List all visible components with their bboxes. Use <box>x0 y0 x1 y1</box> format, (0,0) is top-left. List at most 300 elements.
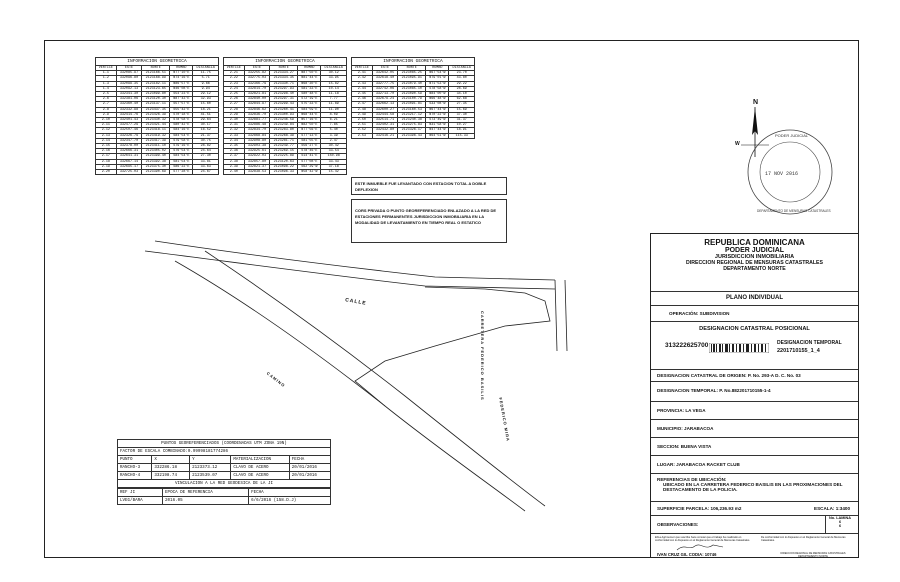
observaciones-label: OBSERVACIONES: <box>657 522 699 527</box>
table-cell: 2-47 <box>352 102 373 107</box>
table-cell: 2123297.93 <box>270 86 298 91</box>
table-cell: 10.27 <box>449 123 475 128</box>
table-cell: 2123300.93 <box>270 112 298 117</box>
table-cell: 2-5 <box>96 92 117 97</box>
table-cell: 2-33 <box>224 133 245 138</box>
column-header: NORTE <box>270 66 298 71</box>
table-cell: 31.37 <box>449 118 475 123</box>
column-header: EPOCA DE REFERENCIA <box>163 489 249 497</box>
stamp-date: 17 NOV 2016 <box>765 171 799 177</box>
table-cell: 332777.75 <box>372 81 398 86</box>
column-header: NORTE <box>142 66 170 71</box>
table-cell: 2123419.32 <box>142 133 170 138</box>
table-cell: 2-34 <box>224 138 245 143</box>
table-cell: 332857.80 <box>244 159 270 164</box>
table-cell: 1-4 <box>96 86 117 91</box>
table-cell: N71°53'W <box>426 81 449 86</box>
carretera-label: CARRETERA FEDERICO BASILIS <box>480 311 485 401</box>
table-cell: N68°44'E <box>298 112 321 117</box>
table-cell: 24.64 <box>193 149 219 154</box>
title-block <box>650 233 859 558</box>
points-header-row <box>118 456 331 464</box>
column-header: DISTANCIA <box>193 66 219 71</box>
barcode-icon <box>709 343 769 353</box>
table-cell: 33.63 <box>193 164 219 169</box>
table-cell: 2123246.59 <box>270 118 298 123</box>
column-header: VERTICE <box>224 66 245 71</box>
table-cell: 332666.31 <box>116 149 142 154</box>
table-cell: 2123160.53 <box>398 107 426 112</box>
geometric-table <box>351 65 475 139</box>
table-cell: 20/01/2016 <box>289 464 330 472</box>
table-cell: 332838.53 <box>244 170 270 175</box>
table-cell: N86°57'E <box>170 81 193 86</box>
table-cell: 2123418.11 <box>142 128 170 133</box>
cors-note-text: CORS PRIVADA O PUNTO GEOREFERENCIADO ENLAZADO A LA RED DE ESTACIONES PERMANENTES JURISDICCION INMOBILIARIA EN LA MODALIDAD DE LEVANTAMIENTO EN TIEMPO REAL O ESTATICO <box>355 208 497 225</box>
table-cell: N57°16'E <box>298 118 321 123</box>
table-cell: 2123268.39 <box>270 133 298 138</box>
table-cell: N67°44'W <box>426 107 449 112</box>
table-cell: 2-26 <box>224 97 245 102</box>
table-cell: 332096.80 <box>116 76 142 81</box>
table-cell: 2123275.83 <box>398 123 426 128</box>
table-cell: 332725.03 <box>116 170 142 175</box>
table-cell: 2123539.07 <box>190 472 231 480</box>
table-cell: 2123269.15 <box>270 149 298 154</box>
table-cell: 32.93 <box>193 97 219 102</box>
table-cell: 332834.70 <box>244 128 270 133</box>
table-cell: N84°00'W <box>426 92 449 97</box>
table-cell: N67°54'W <box>426 71 449 76</box>
table-cell: 332255.82 <box>244 71 270 76</box>
table-cell: 2-10 <box>96 118 117 123</box>
column-header: RUMBO <box>426 66 449 71</box>
table-cell: S55°42'E <box>170 107 193 112</box>
table-cell: 15.82 <box>321 81 347 86</box>
column-header: X <box>152 456 190 464</box>
table-cell: 2123240.38 <box>398 118 426 123</box>
table-cell: 2123098.22 <box>270 164 298 169</box>
agrimensor-name: IVAN CRUZ GIL CODIA: 10746 <box>657 552 717 557</box>
sig-right-text: De conformidad con lo dispuesto en el Reglamento General de Mensuras Catastrales. <box>761 536 846 542</box>
table-cell: 2123396.43 <box>398 133 426 138</box>
table-cell: 2123123.65 <box>142 86 170 91</box>
table-cell: N82°50'E <box>298 123 321 128</box>
designacion-row <box>651 322 858 370</box>
table-cell: 2123249.84 <box>270 123 298 128</box>
table-cell: 2123417.39 <box>142 138 170 143</box>
table-cell: 2123392.38 <box>142 159 170 164</box>
table-cell: 332326.79 <box>116 133 142 138</box>
table-cell: 332836.70 <box>244 112 270 117</box>
table-cell: 2123375.30 <box>142 164 170 169</box>
link-header-row <box>118 489 331 497</box>
table-cell: 2-19 <box>96 164 117 169</box>
table-cell: 29.22 <box>449 81 475 86</box>
table-cell: 2123334.35 <box>270 76 298 81</box>
plan-sheet <box>44 40 859 558</box>
table-cell: 150.98 <box>321 154 347 159</box>
geometric-table-title: INFORMACION GEOMETRICA <box>95 57 219 65</box>
table-cell: 332381.06 <box>116 97 142 102</box>
table-cell: 2123334.27 <box>270 71 298 76</box>
table-cell: 2123079.40 <box>398 81 426 86</box>
table-cell: 332444.58 <box>372 112 398 117</box>
table-cell: N70°22'W <box>426 112 449 117</box>
table-cell: 2-41 <box>352 71 373 76</box>
column-header: FECHA <box>289 456 330 464</box>
table-cell: 18.91 <box>449 128 475 133</box>
table-cell: 34.10 <box>449 92 475 97</box>
table-cell: 2123249.77 <box>270 144 298 149</box>
table-cell: 2-14 <box>96 138 117 143</box>
table-cell: 332713.70 <box>372 92 398 97</box>
table-cell: 2-38 <box>224 159 245 164</box>
table-cell: 2123099.80 <box>142 92 170 97</box>
table-cell: 2123085.10 <box>398 86 426 91</box>
table-cell: 115.33 <box>449 133 475 138</box>
table-row <box>118 472 331 480</box>
table-cell: 2123095.91 <box>398 76 426 81</box>
temporal-row: DESIGNACION TEMPORAL: P. No.882201710155-1-4 <box>651 382 858 402</box>
table-cell: N81°44'E <box>298 76 321 81</box>
table-cell: N47°44'W <box>426 128 449 133</box>
table-cell: N46°08'E <box>170 86 193 91</box>
table-cell: 332881.77 <box>244 118 270 123</box>
plano-title: PLANO INDIVIDUAL <box>651 292 858 306</box>
table-cell: 2-40 <box>224 170 245 175</box>
table-cell: RANCHO-4 <box>118 472 152 480</box>
table-cell: 33.54 <box>321 149 347 154</box>
survey-note <box>351 177 507 195</box>
table-cell: 332507.46 <box>116 128 142 133</box>
table-cell: 27.35 <box>449 102 475 107</box>
table-cell: 332886.48 <box>244 123 270 128</box>
table-cell: 332085.97 <box>116 71 142 76</box>
calle-label: CALLE <box>344 297 368 307</box>
superficie-row <box>651 502 858 516</box>
table-cell: 2123411.10 <box>142 144 170 149</box>
table-cell: 29.64 <box>193 118 219 123</box>
table-cell: 11.18 <box>321 92 347 97</box>
stamp-top-text: PODER JUDICIAL <box>775 133 809 138</box>
table-cell: S62°29'W <box>298 164 321 169</box>
table-cell: S84°16'E <box>170 128 193 133</box>
column-header: FECHA <box>249 489 331 497</box>
table-cell: 2123100.79 <box>398 97 426 102</box>
table-cell: 332844.97 <box>244 102 270 107</box>
table-cell: 30.12 <box>321 71 347 76</box>
table-cell: S70°18'E <box>170 112 193 117</box>
table-cell: 62.68 <box>449 97 475 102</box>
table-cell: S54°23'E <box>170 92 193 97</box>
table-cell: S75°33'E <box>298 102 321 107</box>
table-cell: 1-2 <box>96 76 117 81</box>
table-cell: 2016.05 <box>163 497 249 505</box>
table-cell: 2-24 <box>224 86 245 91</box>
table-cell: 2-25 <box>224 92 245 97</box>
georeferenced-points <box>117 439 331 505</box>
table-cell: S78°46'E <box>298 149 321 154</box>
table-cell: 9.94 <box>193 86 219 91</box>
designacion-temporal-label: DESIGNACION TEMPORAL <box>777 340 842 346</box>
table-cell: S73°49'W <box>426 118 449 123</box>
table-cell: 2-12 <box>96 128 117 133</box>
table-cell: 37.18 <box>321 164 347 169</box>
table-cell: N87°43'E <box>170 97 193 102</box>
table-cell: 2123225.89 <box>270 154 298 159</box>
column-header: Y <box>190 456 231 464</box>
table-cell: 332821.37 <box>244 164 270 169</box>
table-cell: 2.47 <box>321 138 347 143</box>
table-cell: 2123166.51 <box>142 71 170 76</box>
table-cell: 332099.35 <box>116 81 142 86</box>
table-cell: 2123299.43 <box>270 102 298 107</box>
table-cell: 30.75 <box>193 138 219 143</box>
table-cell: 24.67 <box>193 170 219 175</box>
table-cell: 332600.27 <box>372 107 398 112</box>
municipio-row: MUNICIPIO: JARABACOA <box>651 420 858 438</box>
table-cell: 2123405.02 <box>142 149 170 154</box>
column-header: VERTICE <box>96 66 117 71</box>
table-cell: 332908.80 <box>244 138 270 143</box>
table-cell: 43.80 <box>449 76 475 81</box>
table-cell: 2-51 <box>352 123 373 128</box>
column-header: NORTE <box>398 66 426 71</box>
table-cell: 332814.70 <box>244 86 270 91</box>
table-cell: 2123283.80 <box>270 128 298 133</box>
table-cell: 332416.21 <box>372 133 398 138</box>
table-cell: 332642.05 <box>372 71 398 76</box>
table-cell: 18.21 <box>193 107 219 112</box>
table-cell: CLAVO DE ACERO <box>231 472 289 480</box>
table-cell: 2-39 <box>224 164 245 169</box>
escala-text: ESCALA: 1:3400 <box>814 506 850 511</box>
table-cell: 2123096.33 <box>270 170 298 175</box>
title-header <box>651 234 858 292</box>
table-cell: S78°58'W <box>426 86 449 91</box>
jurisdiccion-title: JURISDICCION INMOBILIARIA <box>714 254 795 260</box>
table-cell: 332477.29 <box>116 123 142 128</box>
column-header: DISTANCIA <box>321 66 347 71</box>
table-cell: 2123120.63 <box>270 159 298 164</box>
table-cell: 2-43 <box>352 81 373 86</box>
table-cell: 332846.62 <box>244 107 270 112</box>
table-cell: N77°10'E <box>170 71 193 76</box>
table-cell: 2-52 <box>352 128 373 133</box>
table-cell: 28.82 <box>193 144 219 149</box>
table-cell: 1-1 <box>96 71 117 76</box>
table-cell: 2123281.71 <box>270 138 298 143</box>
table-cell: S81°54'E <box>170 159 193 164</box>
table-cell: 2123137.11 <box>142 102 170 107</box>
table-cell: LVEG/BARA <box>118 497 163 505</box>
geometric-table-title: INFORMACION GEOMETRICA <box>223 57 347 65</box>
observaciones-row <box>651 516 858 534</box>
table-cell: 332679.24 <box>372 97 398 102</box>
table-cell: 2-35 <box>224 144 245 149</box>
geometric-table <box>95 65 219 175</box>
director-text: DIRECCION REGIONAL DE MENSURAS CATASTRALES DEPARTAMENTO NORTE <box>780 552 846 558</box>
table-cell: S76°54'E <box>170 149 193 154</box>
table-cell: S80°48'E <box>298 92 321 97</box>
table-cell: 28.69 <box>449 86 475 91</box>
table-cell: 2-16 <box>96 149 117 154</box>
signatures-row <box>651 534 858 559</box>
table-cell: 332366.79 <box>244 81 270 86</box>
north-label: N <box>753 99 759 106</box>
table-cell: N77°56'E <box>298 128 321 133</box>
table-cell: S81°33'E <box>298 86 321 91</box>
table-cell: S77°13'E <box>298 133 321 138</box>
referencias-row <box>651 474 858 502</box>
column-header: RUMBO <box>170 66 193 71</box>
table-cell: 332092.13 <box>116 86 142 91</box>
table-cell: 2123091.81 <box>398 102 426 107</box>
table-cell: 2-37 <box>224 154 245 159</box>
table-cell: 33.95 <box>321 76 347 81</box>
table-cell: 332347.70 <box>116 138 142 143</box>
table-cell: 2-28 <box>224 107 245 112</box>
table-cell: 2-44 <box>352 86 373 91</box>
table-cell: 2-17 <box>96 154 117 159</box>
table-cell: 2-49 <box>352 112 373 117</box>
origen-row: DESIGNACION CATASTRAL DE ORIGEN: P. No. 293-A D. C. No. 03 <box>651 370 858 382</box>
table-cell: 2123298.40 <box>270 92 298 97</box>
table-cell: S72°19'E <box>298 97 321 102</box>
table-cell: S81°55'E <box>298 138 321 143</box>
table-cell: 2-20 <box>96 170 117 175</box>
lamina-label: No. LAMINA <box>829 516 851 520</box>
table-cell: S56°27'E <box>298 144 321 149</box>
table-cell: 332840.00 <box>244 97 270 102</box>
table-cell: 332332.98 <box>116 107 142 112</box>
west-label: W <box>735 141 740 147</box>
table-cell: S84°54'E <box>170 133 193 138</box>
table-cell: 332922.03 <box>244 154 270 159</box>
table-cell: S79°58'E <box>170 138 193 143</box>
seccion-row: SECCION: BUENA VISTA <box>651 438 858 456</box>
survey-note-text: ESTE INMUEBLE FUE LEVANTADO CON ESTACION TOTAL A DOBLE DEFLEXION <box>355 181 487 192</box>
codigo-catastral: 313222625700 <box>665 342 709 349</box>
table-cell: 2-48 <box>352 107 373 112</box>
table-cell: 2-53 <box>352 133 373 138</box>
table-cell: 2-23 <box>224 81 245 86</box>
table-cell: 7.77 <box>321 97 347 102</box>
table-cell: N31°58'W <box>426 123 449 128</box>
table-cell: 332414.76 <box>116 112 142 117</box>
table-cell: 5.40 <box>321 128 347 133</box>
table-cell: 2-42 <box>352 76 373 81</box>
column-header: MATERIALIZACION <box>231 456 289 464</box>
table-cell: N87°50'E <box>298 71 321 76</box>
table-cell: 11.75 <box>193 71 219 76</box>
lamina-bottom: 6 <box>838 524 842 528</box>
table-cell: 2123399.40 <box>142 154 170 159</box>
table-cell: S84°59'E <box>298 107 321 112</box>
table-cell: 2123421.44 <box>142 123 170 128</box>
table-cell: N64°51'W <box>426 133 449 138</box>
table-cell: 2123437.35 <box>142 107 170 112</box>
table-cell: S77°28'E <box>170 170 193 175</box>
geometric-table <box>223 65 347 175</box>
table-cell: S84°54'E <box>170 154 193 159</box>
table-cell: 332341.30 <box>116 92 142 97</box>
table-cell: 2-7 <box>96 102 117 107</box>
table-cell: 2-13 <box>96 133 117 138</box>
table-cell: 37.30 <box>449 112 475 117</box>
table-cell: 2123326.17 <box>398 128 426 133</box>
table-cell: 7.85 <box>321 123 347 128</box>
table-cell: 332925.61 <box>244 149 270 154</box>
operacion-row: OPERACIÓN: SUBDIVISION <box>651 306 858 322</box>
table-cell: 2-22 <box>224 76 245 81</box>
table-cell: 2-50 <box>352 118 373 123</box>
table-cell: 33.43 <box>321 159 347 164</box>
table-cell: 332514.71 <box>372 118 398 123</box>
table-cell: 2-29 <box>224 112 245 117</box>
table-cell: 2123085.25 <box>398 71 426 76</box>
table-cell: 2123120.30 <box>142 97 170 102</box>
table-cell: 41.51 <box>193 112 219 117</box>
lamina-box <box>825 516 854 534</box>
table-cell: S86°22'E <box>170 164 193 169</box>
geometric-table-title: INFORMACION GEOMETRICA <box>351 57 475 65</box>
table-cell: S79°16'E <box>170 144 193 149</box>
geometric-table-1 <box>95 57 219 175</box>
table-cell: 332360.40 <box>116 102 142 107</box>
table-cell: 332198.74 <box>152 472 190 480</box>
table-cell: N66°48'W <box>426 97 449 102</box>
table-cell: 33.81 <box>193 159 219 164</box>
table-cell: 332662.13 <box>372 102 398 107</box>
table-cell: 2-9 <box>96 112 117 117</box>
table-cell: 1-3 <box>96 81 117 86</box>
departamento-title: DEPARTAMENTO NORTE <box>723 266 786 272</box>
table-cell: 2-18 <box>96 159 117 164</box>
table-cell: N79°01'W <box>426 76 449 81</box>
table-cell: S14°41'E <box>298 154 321 159</box>
referencias-text: UBICADO EN LA CARRETERA FEDERICO BASILIS EN LAS PROXIMACIONES DEL DESTACAMENTO DE LA POLICIA. <box>663 482 843 492</box>
table-row <box>118 464 331 472</box>
table-cell: 15.69 <box>449 107 475 112</box>
table-cell: 2123430.32 <box>142 118 170 123</box>
table-cell: S78°58'E <box>170 118 193 123</box>
table-cell: N74°16'E <box>170 76 193 81</box>
table-cell: 2123090.59 <box>398 92 426 97</box>
table-cell: 2-8 <box>96 107 117 112</box>
table-cell: 2-46 <box>352 97 373 102</box>
table-cell: 2123426.39 <box>142 112 170 117</box>
table-cell: 332667.14 <box>116 159 142 164</box>
table-row <box>96 170 219 175</box>
table-cell: 3.39 <box>321 133 347 138</box>
table-cell: 11.89 <box>321 102 347 107</box>
table-cell: S57°57'E <box>170 102 193 107</box>
table-cell: 2-36 <box>224 149 245 154</box>
table-cell: S80°42'E <box>170 123 193 128</box>
link-row <box>118 497 331 505</box>
table-cell: 2123182.11 <box>142 81 170 86</box>
table-cell: 332286.18 <box>152 464 190 472</box>
table-cell: 332868.84 <box>244 133 270 138</box>
column-header: VERTICE <box>352 66 373 71</box>
table-cell: 332641.31 <box>116 154 142 159</box>
sig-left-text: El/La Agrimensor que suscribe hace constar que el trabajo fue realizado en conformidad con lo dispuesto en el Reglamento General de Mensuras Catastrales. <box>655 536 751 542</box>
designacion-posicional: DESIGNACION CATASTRAL POSICIONAL <box>699 326 810 332</box>
republica-title: REPUBLICA DOMINICANA <box>704 238 805 247</box>
referencias-label: REFERENCIAS DE UBICACIÓN: <box>657 477 727 482</box>
